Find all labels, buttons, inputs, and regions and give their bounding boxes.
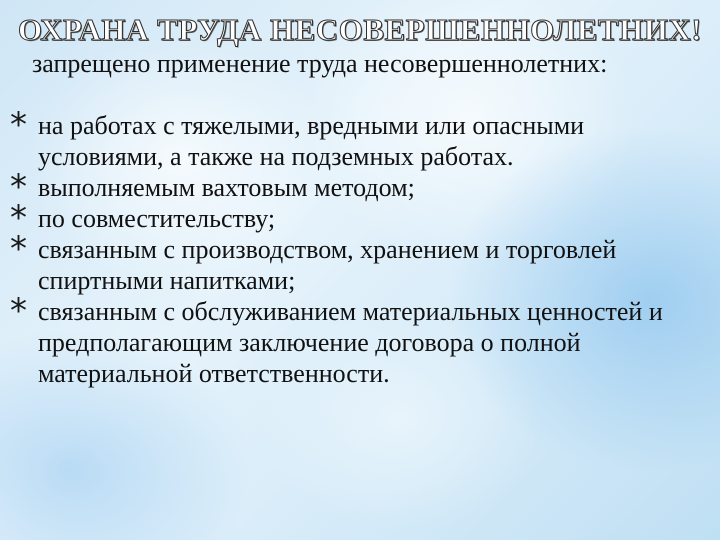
intro-text: запрещено применение труда несовершеннолетних:	[32, 49, 608, 78]
list-item-text: связанным с производством, хранением и торговлей спиртными напитками;	[38, 235, 617, 295]
asterisk-bullet-icon: *	[10, 291, 27, 331]
list-item	[0, 105, 700, 172]
list-item-text: связанным с обслуживанием материальных ценностей и предполагающим заключение договора о полной материальной ответственности.	[38, 297, 663, 388]
asterisk-bullet-icon: *	[10, 229, 27, 269]
list-item	[0, 198, 700, 238]
asterisk-bullet-icon: *	[10, 167, 27, 207]
list-item	[0, 229, 700, 296]
asterisk-bullet-icon: *	[10, 198, 27, 238]
title-container	[0, 8, 720, 52]
list-item-text: по совместительству;	[38, 204, 276, 233]
asterisk-bullet-icon: *	[10, 105, 27, 145]
slide-title: ОХРАНА ТРУДА НЕСОВЕРШЕННОЛЕТНИХ!	[17, 12, 703, 47]
list-item	[0, 291, 700, 389]
list-item	[0, 167, 700, 207]
list-item-text: выполняемым вахтовым методом;	[38, 173, 415, 202]
list-item-text: на работах с тяжелыми, вредными или опасными условиями, а также на подземных работах.	[38, 111, 585, 171]
bullet-list	[0, 105, 700, 389]
